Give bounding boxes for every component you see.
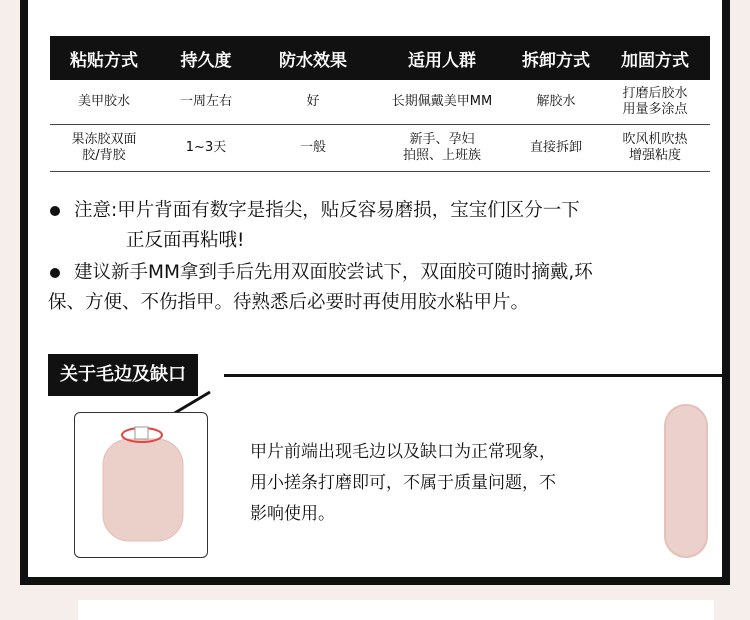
header-cell: 适用人群 (372, 36, 512, 80)
header-cell: 持久度 (158, 36, 254, 80)
table-cell: 直接拆卸 (512, 125, 600, 172)
description-line: 用小搓条打磨即可，不属于质量问题，不 (250, 473, 556, 493)
note-line: 建议新手MM拿到手后先用双面胶尝试下，双面胶可随时摘戴,环 (74, 262, 593, 283)
section-title: 关于毛边及缺口 (48, 354, 198, 396)
table-cell: 一般 (254, 125, 372, 172)
table-cell: 一周左右 (158, 80, 254, 125)
header-cell: 加固方式 (600, 36, 710, 80)
table-cell: 1~3天 (158, 125, 254, 172)
description-line: 甲片前端出现毛边以及缺口为正常现象， (250, 442, 556, 462)
table-cell: 解胶水 (512, 80, 600, 125)
table-cell: 新手、孕妇 拍照、上班族 (372, 125, 512, 172)
table-cell: 果冻胶双面 胶/背胶 (50, 125, 158, 172)
nail-sample-image (664, 404, 708, 558)
note-line: 保、方便、不伤指甲。待熟悉后必要时再使用胶水粘甲片。 (48, 292, 530, 313)
table-cell: 长期佩戴美甲MM (372, 80, 512, 125)
description-line: 影响使用。 (250, 504, 335, 524)
table-cell: 吹风机吹热 增强粘度 (600, 125, 710, 172)
table-cell: 打磨后胶水 用量多涂点 (600, 80, 710, 125)
note-line: 正反面再粘哦! (126, 230, 245, 251)
header-cell: 粘贴方式 (50, 36, 158, 80)
table-cell: 好 (254, 80, 372, 125)
press-on-nail-icon (75, 413, 209, 559)
header-cell: 防水效果 (254, 36, 372, 80)
note-line: 注意:甲片背面有数字是指尖，贴反容易磨损，宝宝们区分一下 (74, 200, 580, 221)
section-description (250, 437, 650, 530)
nail-illustration-box (74, 412, 208, 558)
header-cell: 拆卸方式 (512, 36, 600, 80)
table-cell: 美甲胶水 (50, 80, 158, 125)
